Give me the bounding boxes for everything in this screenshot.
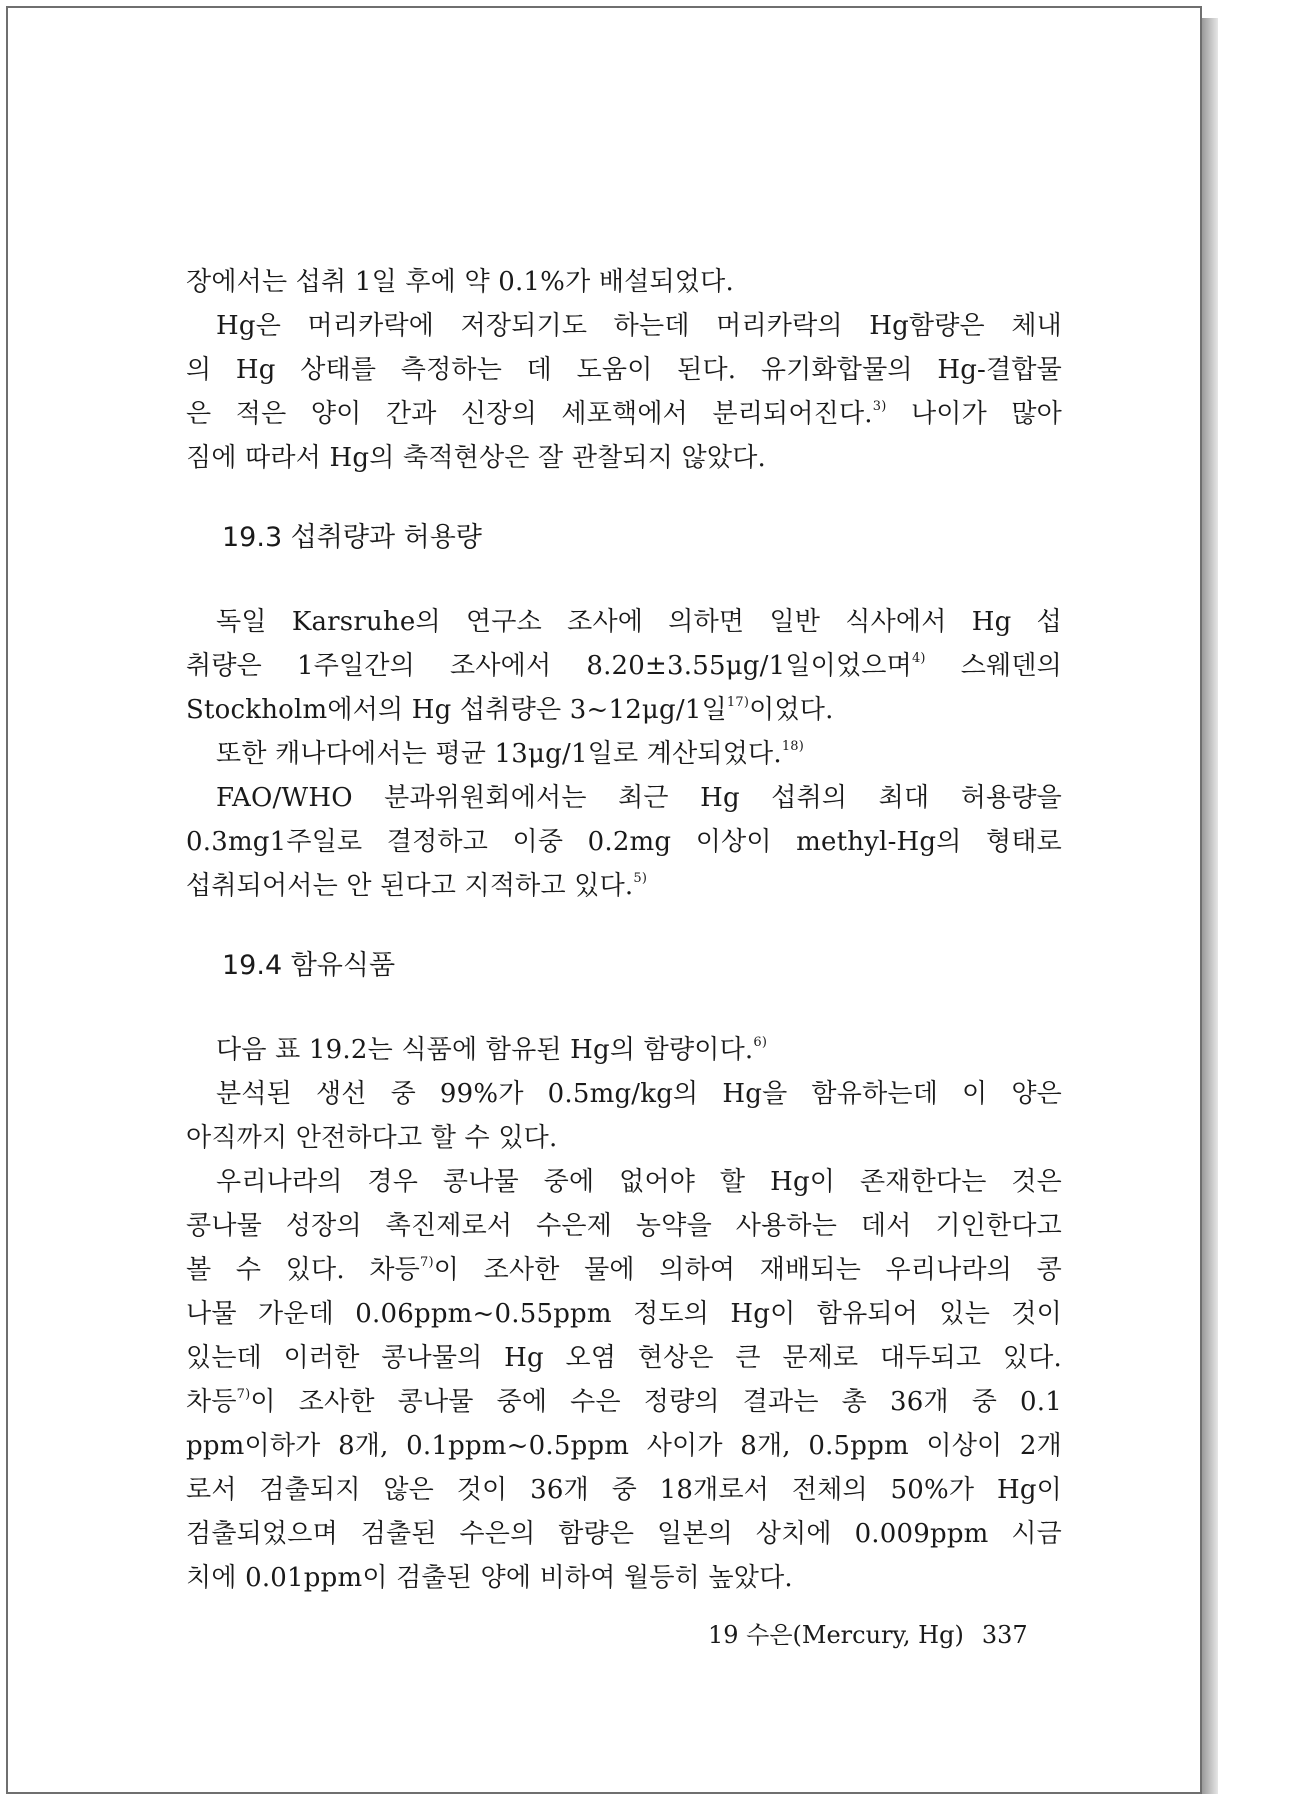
line-text: 독일 Karsruhe의 연구소 조사에 의하면 일반 식사에서 Hg 섭: [216, 607, 1062, 637]
reference-superscript: 3): [872, 399, 887, 414]
line-text-continued: 스웨덴의: [925, 651, 1062, 681]
line-text: 차등: [186, 1387, 237, 1417]
text-line: [186, 1248, 1062, 1292]
line-text: 장에서는 섭취 1일 후에 약 0.1%가 배설되었다.: [186, 267, 734, 297]
paragraph: [186, 1072, 1062, 1160]
document-page: [6, 6, 1202, 1794]
text-line: [186, 1336, 1062, 1380]
paragraph: [186, 260, 1062, 304]
text-line: [186, 1160, 1062, 1204]
paragraph: [186, 776, 1062, 908]
line-text: 우리나라의 경우 콩나물 중에 없어야 할 Hg이 존재한다는 것은: [216, 1167, 1062, 1197]
text-line: [186, 260, 1062, 304]
line-text: 취량은 1주일간의 조사에서 8.20±3.55μg/1일이었으며: [186, 651, 912, 681]
line-text: 섭취되어서는 안 된다고 지적하고 있다.: [186, 871, 634, 901]
line-text-continued: 이 조사한 콩나물 중에 수은 정량의 결과는 총 36개 중 0.1: [250, 1387, 1062, 1417]
text-line: [186, 1028, 1062, 1072]
text-line: [186, 1424, 1062, 1468]
text-line: [186, 732, 1062, 776]
line-text: 0.3mg1주일로 결정하고 이중 0.2mg 이상이 methyl-Hg의 형태로: [186, 827, 1062, 857]
line-text: 다음 표 19.2는 식품에 함유된 Hg의 함량이다.: [216, 1035, 754, 1065]
line-text: 콩나물 성장의 촉진제로서 수은제 농약을 사용하는 데서 기인한다고: [186, 1211, 1062, 1241]
line-text: 분석된 생선 중 99%가 0.5mg/kg의 Hg을 함유하는데 이 양은: [216, 1079, 1062, 1109]
page-footer: [708, 1620, 1028, 1650]
reference-superscript: 18): [781, 739, 805, 754]
line-text: 치에 0.01ppm이 검출된 양에 비하여 월등히 높았다.: [186, 1563, 793, 1593]
line-text: ppm이하가 8개, 0.1ppm~0.5ppm 사이가 8개, 0.5ppm 이상이 2개: [186, 1431, 1062, 1461]
text-line: [186, 644, 1062, 688]
line-text: FAO/WHO 분과위원회에서는 최근 Hg 섭취의 최대 허용량을: [216, 783, 1062, 813]
section-heading: 19.4 함유식품: [222, 950, 396, 981]
text-line: [186, 1292, 1062, 1336]
line-text: 검출되었으며 검출된 수은의 함량은 일본의 상치에 0.009ppm 시금: [186, 1519, 1062, 1549]
line-text: 또한 캐나다에서는 평균 13μg/1일로 계산되었다.: [216, 739, 782, 769]
line-text-continued: 이었다.: [749, 695, 834, 725]
text-line: [186, 1512, 1062, 1556]
reference-superscript: 17): [726, 695, 750, 710]
text-line: [186, 1116, 1062, 1160]
line-text: 아직까지 안전하다고 할 수 있다.: [186, 1123, 558, 1153]
reference-superscript: 6): [753, 1035, 768, 1050]
text-line: [186, 1380, 1062, 1424]
line-text: Stockholm에서의 Hg 섭취량은 3~12μg/1일: [186, 695, 727, 725]
line-text: Hg은 머리카락에 저장되기도 하는데 머리카락의 Hg함량은 체내: [216, 311, 1062, 341]
line-text: 볼 수 있다. 차등: [186, 1255, 420, 1285]
line-text: 의 Hg 상태를 측정하는 데 도움이 된다. 유기화합물의 Hg-결합물: [186, 355, 1062, 385]
line-text-continued: 나이가 많아: [886, 399, 1063, 429]
reference-superscript: 4): [911, 651, 926, 666]
text-line: [186, 688, 1062, 732]
line-text: 나물 가운데 0.06ppm~0.55ppm 정도의 Hg이 함유되어 있는 것이: [186, 1299, 1062, 1329]
line-text: 은 적은 양이 간과 신장의 세포핵에서 분리되어진다.: [186, 399, 873, 429]
paragraph: [186, 600, 1062, 732]
paragraph: [186, 732, 1062, 776]
text-line: [186, 864, 1062, 908]
line-text: 로서 검출되지 않은 것이 36개 중 18개로서 전체의 50%가 Hg이: [186, 1475, 1062, 1505]
line-text-continued: 이 조사한 물에 의하여 재배되는 우리나라의 콩: [433, 1255, 1062, 1285]
reference-superscript: 7): [419, 1255, 434, 1270]
text-line: [186, 820, 1062, 864]
line-text: 짐에 따라서 Hg의 축적현상은 잘 관찰되지 않았다.: [186, 443, 766, 473]
text-line: [186, 1204, 1062, 1248]
text-line: [186, 1556, 1062, 1600]
text-line: [186, 348, 1062, 392]
reference-superscript: 5): [633, 871, 648, 886]
text-line: [186, 1072, 1062, 1116]
paragraph: [186, 1028, 1062, 1072]
text-line: [186, 392, 1062, 436]
text-line: [186, 600, 1062, 644]
text-line: [186, 776, 1062, 820]
section-heading: 19.3 섭취량과 허용량: [222, 522, 482, 553]
paragraph: [186, 1160, 1062, 1600]
page-body: [186, 260, 1062, 1600]
reference-superscript: 7): [236, 1387, 251, 1402]
page-edge-shadow: [1202, 18, 1218, 1794]
text-line: [186, 304, 1062, 348]
running-title: 19 수은(Mercury, Hg): [708, 1621, 964, 1649]
line-text: 있는데 이러한 콩나물의 Hg 오염 현상은 큰 문제로 대두되고 있다.: [186, 1343, 1062, 1373]
text-line: [186, 436, 1062, 480]
paragraph: [186, 304, 1062, 480]
text-line: [186, 1468, 1062, 1512]
page-number: 337: [981, 1621, 1028, 1649]
